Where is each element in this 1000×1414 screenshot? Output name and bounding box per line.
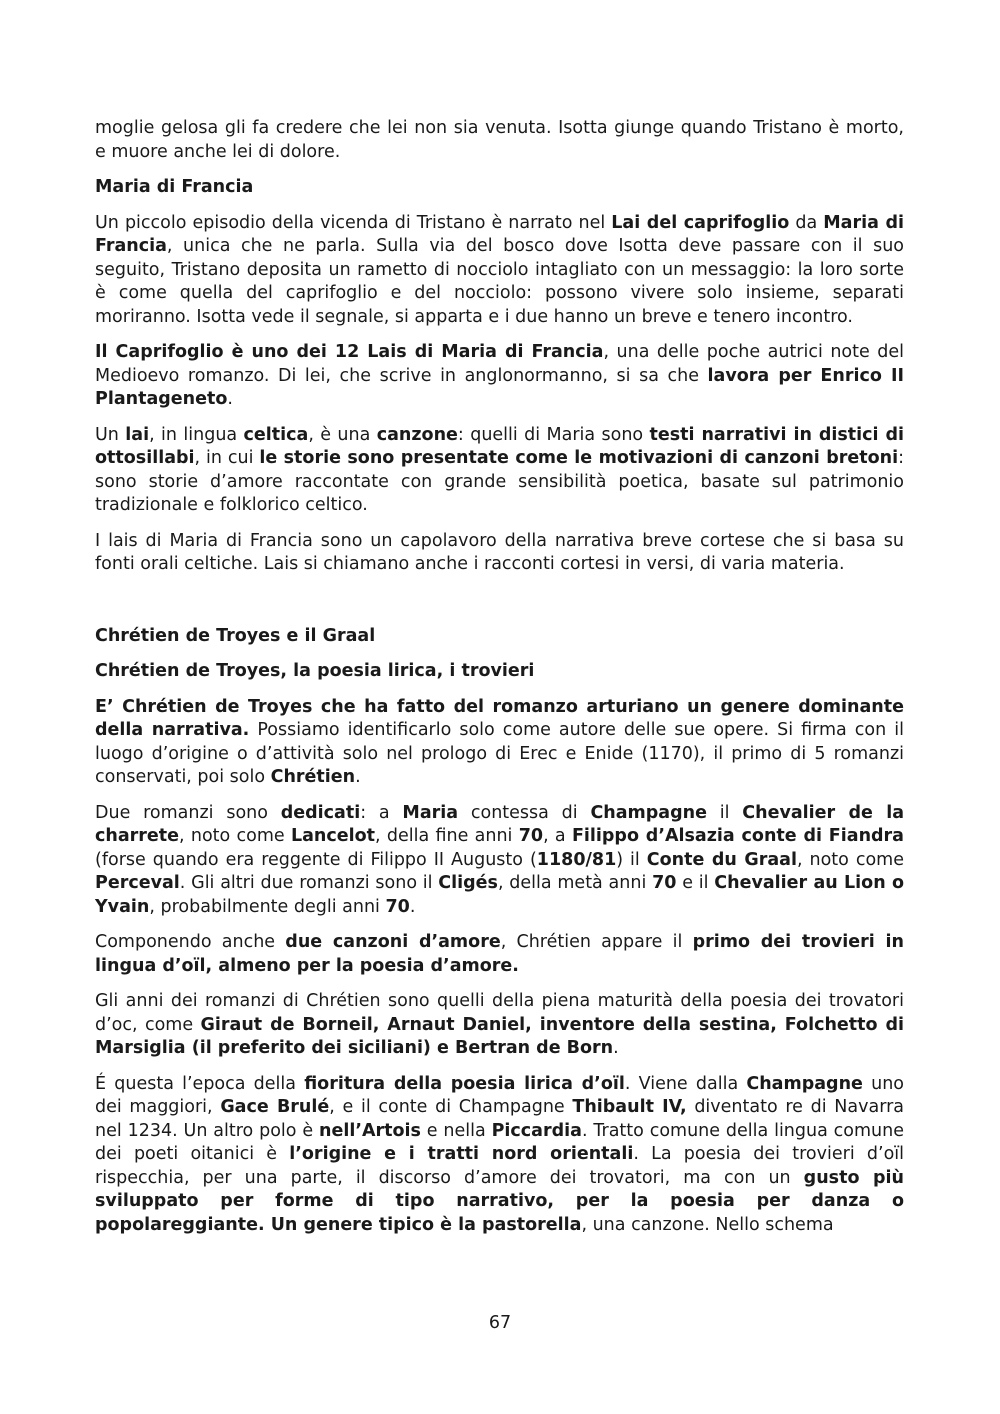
text-run: .	[409, 896, 416, 917]
bold-run: Maria	[402, 802, 459, 823]
text-run: . Tratto comune della lingua comune dei poeti oitanici è	[95, 1120, 905, 1164]
text-run: , della fine anni	[375, 826, 519, 846]
bold-run: Gace Brulé	[220, 1097, 330, 1117]
text-run: , probabilmente degli anni	[149, 896, 386, 917]
text-run: , noto come	[796, 849, 904, 870]
text-run: , una canzone. Nello schema	[581, 1214, 834, 1235]
bold-run: Chrétien	[270, 767, 356, 787]
body-paragraph	[95, 931, 904, 978]
section-heading	[95, 660, 904, 684]
text-run: , una delle poche autrici note del Medioevo romanzo. Di lei, che scrive in anglonormanno, si sa che	[95, 342, 904, 386]
text-run: . Viene dalla	[624, 1073, 747, 1094]
bold-run: due canzoni d’amore	[285, 932, 501, 952]
text-run: , noto come	[179, 826, 291, 846]
bold-run: testi narrativi in distici di ottosillabi	[95, 424, 904, 468]
bold-run: Giraut de Borneil, Arnaut Daniel, inventore della sestina, Folchetto di Marsiglia (il preferito dei siciliani) e Bertran de Born	[95, 1014, 904, 1058]
bold-run: 1180/81	[536, 849, 617, 870]
bold-run: dedicati	[280, 802, 361, 823]
bold-run: Cligés	[438, 873, 498, 893]
body-paragraph	[95, 1073, 904, 1238]
text-run: e nella	[420, 1120, 492, 1141]
text-run: diventato re di Navarra nel 1234. Un altro polo è	[95, 1097, 904, 1141]
section-gap	[95, 589, 904, 625]
body-paragraph	[95, 530, 904, 577]
body-paragraph	[95, 212, 904, 330]
bold-run: Il Caprifoglio è uno dei 12 Lais di Maria di Francia	[95, 342, 604, 362]
body-paragraph	[95, 990, 904, 1061]
body-paragraph	[95, 802, 904, 920]
text-run: , Chrétien appare il	[500, 932, 693, 952]
text-run: : sono storie d’amore raccontate con grande sensibilità poetica, basate sul patrimonio tradizionale e folklorico celtico.	[95, 448, 904, 515]
bold-run: 70	[518, 826, 544, 846]
bold-run: Lancelot	[290, 826, 376, 846]
text-run: , a	[543, 826, 572, 846]
text-run: Un piccolo episodio della vicenda di Tristano è narrato nel	[95, 212, 612, 233]
text-run: Un	[95, 424, 126, 445]
text-run: : quelli di Maria sono	[457, 424, 650, 445]
text-run: É questa l’epoca della	[95, 1073, 305, 1094]
text-run: contessa di	[458, 802, 591, 823]
document-page	[95, 117, 904, 1249]
bold-run: Lai del caprifoglio	[611, 212, 790, 233]
bold-run: nell’Artois	[319, 1120, 421, 1141]
text-run: . Gli altri due romanzi sono il	[179, 873, 439, 893]
bold-run: canzone	[376, 424, 458, 445]
bold-run: Filippo d’Alsazia conte di Fiandra	[571, 826, 904, 846]
text-run: .	[355, 767, 361, 787]
bold-run: Chevalier de la charrete	[95, 802, 904, 846]
bold-run: Champagne	[746, 1073, 863, 1094]
text-run: (forse quando era reggente di Filippo II Augusto (	[95, 849, 537, 870]
bold-run: Maria di Francia	[95, 212, 904, 256]
text-run: il	[706, 802, 743, 823]
body-paragraph	[95, 117, 904, 164]
text-run: , in cui	[194, 448, 260, 468]
bold-run: gusto più sviluppato per forme di tipo narrativo, per la poesia per danza o popolareggiante. Un genere tipico è la pastorella	[95, 1167, 904, 1235]
bold-run: lavora per Enrico II Plantageneto	[95, 365, 904, 409]
text-run: Chrétien de Troyes, la poesia lirica, i trovieri	[95, 661, 535, 681]
body-paragraph	[95, 424, 904, 518]
text-run: Maria di Francia	[95, 177, 254, 197]
text-run: : a	[360, 802, 403, 823]
text-run: Chrétien de Troyes e il Graal	[95, 625, 376, 646]
text-run: ) il	[616, 849, 647, 870]
bold-run: Piccardia	[491, 1120, 582, 1141]
body-paragraph	[95, 341, 904, 412]
text-run: , della metà anni	[497, 873, 653, 893]
text-run: .	[227, 389, 233, 409]
bold-run: primo dei trovieri in lingua d’oïl, almeno per la poesia d’amore.	[95, 932, 905, 976]
section-heading	[95, 625, 904, 649]
text-run: , e il conte di Champagne	[329, 1097, 573, 1117]
text-run: .	[613, 1038, 619, 1058]
section-heading	[95, 176, 904, 200]
bold-run: Chevalier au Lion o Yvain	[95, 873, 904, 917]
bold-run: 70	[385, 896, 410, 917]
text-run: , unica che ne parla. Sulla via del bosco dove Isotta deve passare con il suo seguito, Tristano deposita un rametto di nocciolo intagliato con un messaggio: la loro sorte è come quella del caprifoglio e del nocciolo: possono vivere solo insieme, separati moriranno. Isotta vede il segnale, si apparta e i due hanno un breve e tenero incontro.	[95, 236, 904, 327]
text-run: , in lingua	[149, 424, 244, 445]
text-run: e il	[676, 873, 715, 893]
text-run: I lais di Maria di Francia sono un capolavoro della narrativa breve cortese che si basa su fonti orali celtiche. Lais si chiamano anche i racconti cortesi in versi, di varia materia.	[95, 530, 904, 574]
bold-run: lai	[125, 424, 150, 445]
bold-run: le storie sono presentate come le motivazioni di canzoni bretoni	[259, 448, 899, 468]
bold-run: fioritura della poesia lirica d’oïl	[304, 1073, 625, 1094]
text-run: . La poesia dei trovieri d’oïl rispecchia, per una parte, il discorso d’amore dei trovatori, ma con un	[95, 1144, 904, 1188]
bold-run: celtica	[243, 424, 309, 445]
body-paragraph	[95, 696, 904, 790]
bold-run: 70	[652, 873, 677, 893]
text-run: , è una	[308, 424, 377, 445]
text-run: Possiamo identificarlo solo come autore delle sue opere. Si firma con il luogo d’origine o d’attività solo nel prologo di Erec e Enide (1170), il primo di 5 romanzi conservati, poi solo	[95, 720, 904, 787]
bold-run: E’ Chrétien de Troyes che ha fatto del romanzo arturiano un genere dominante della narrativa.	[95, 696, 904, 740]
bold-run: Perceval	[95, 873, 180, 893]
text-run: Componendo anche	[95, 932, 286, 952]
text-run: moglie gelosa gli fa credere che lei non sia venuta. Isotta giunge quando Tristano è morto, e muore anche lei di dolore.	[95, 118, 904, 162]
text-run: Gli anni dei romanzi di Chrétien sono quelli della piena maturità della poesia dei trovatori d’oc, come	[95, 991, 904, 1035]
bold-run: Thibault IV,	[572, 1097, 687, 1117]
bold-run: l’origine e i tratti nord orientali	[289, 1144, 634, 1164]
text-run: da	[789, 212, 824, 233]
page-number: 67	[488, 1313, 512, 1333]
text-run: uno dei maggiori,	[95, 1073, 905, 1117]
bold-run: Champagne	[590, 802, 707, 823]
bold-run: Conte du Graal	[646, 849, 797, 870]
text-run: Due romanzi sono	[95, 802, 281, 823]
